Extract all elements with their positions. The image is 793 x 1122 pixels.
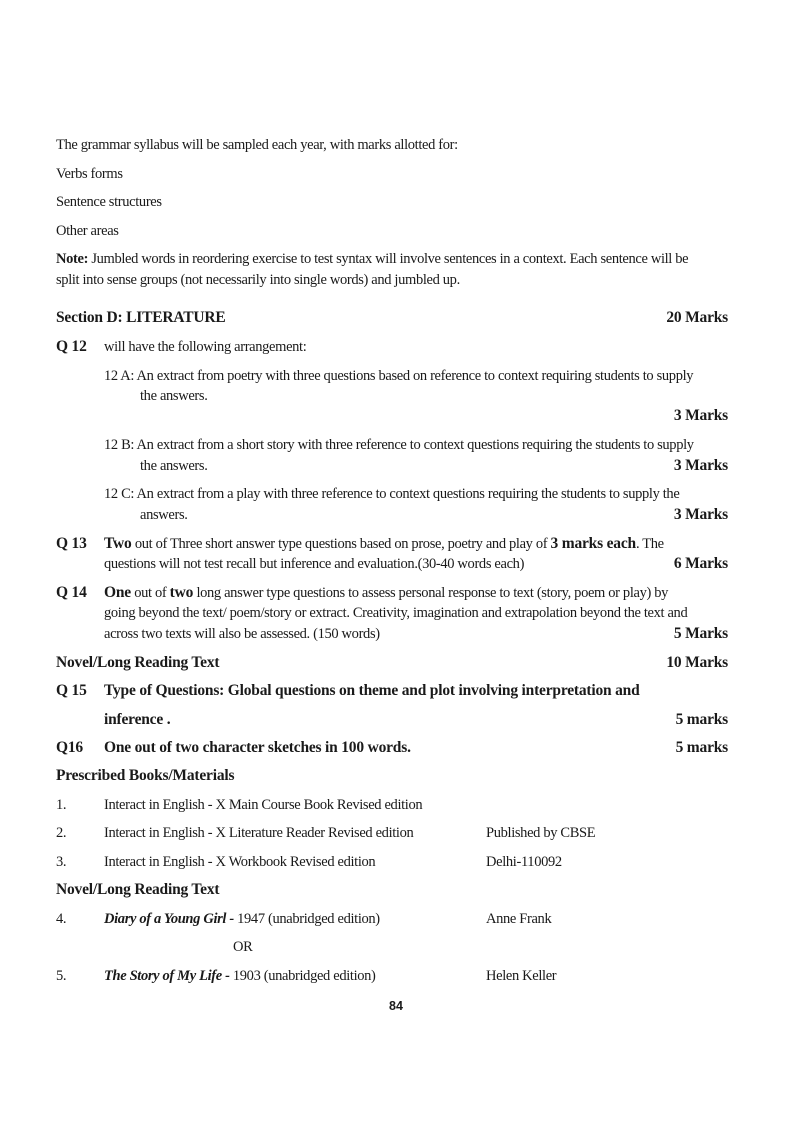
grammar-item: Sentence structures <box>56 194 162 210</box>
grammar-intro: The grammar syllabus will be sampled each year, with marks allotted for: <box>56 137 458 153</box>
q15-marks: 5 marks <box>675 711 728 728</box>
q15-number: Q 15 <box>56 682 87 699</box>
or-separator: OR <box>233 939 253 955</box>
q13-bold: Two <box>104 535 132 552</box>
novels-title: Novel/Long Reading Text <box>56 881 220 898</box>
q12-text: will have the following arrangement: <box>104 339 307 355</box>
q12-number: Q 12 <box>56 338 87 355</box>
q13-marks: 6 Marks <box>673 555 728 572</box>
q13-number: Q 13 <box>56 535 87 552</box>
q14-line: going beyond the text/ poem/story or extract. Creativity, imagination and extrapolation beyond the text and <box>104 605 688 621</box>
q12b-line: the answers. <box>140 458 208 474</box>
novel-title: Novel/Long Reading Text <box>56 654 220 671</box>
book-number: 3. <box>56 854 67 870</box>
book-publisher: Published by CBSE <box>486 825 596 841</box>
q12a-marks: 3 Marks <box>673 407 728 424</box>
q12c-line: 12 C: An extract from a play with three reference to context questions requiring the students to supply the <box>104 486 680 502</box>
books-title: Prescribed Books/Materials <box>56 767 235 784</box>
section-d-marks: 20 Marks <box>666 309 728 326</box>
q14-bold: One <box>104 584 131 601</box>
q12b-line: 12 B: An extract from a short story with three reference to context questions requiring the students to supply <box>104 437 694 453</box>
book-title: Interact in English - X Main Course Book Revised edition <box>104 797 423 813</box>
page-number: 84 <box>389 999 403 1013</box>
novel-entry <box>104 966 376 986</box>
grammar-item: Verbs forms <box>56 166 123 182</box>
q15-line: Type of Questions: Global questions on theme and plot involving interpretation and <box>104 682 640 699</box>
q14-number: Q 14 <box>56 584 87 601</box>
novel-number: 4. <box>56 911 67 927</box>
note-text: Jumbled words in reordering exercise to test syntax will involve sentences in a context. Each sentence will be <box>88 251 689 267</box>
book-number: 2. <box>56 825 67 841</box>
q14-line <box>104 583 668 603</box>
novel-entry <box>104 909 380 929</box>
novel-detail: 1903 (unabridged edition) <box>232 968 376 984</box>
novel-marks: 10 Marks <box>666 654 728 671</box>
novel-number: 5. <box>56 968 67 984</box>
novel-detail: 1947 (unabridged edition) <box>237 911 380 927</box>
book-address: Delhi-110092 <box>486 854 562 870</box>
q12b-marks: 3 Marks <box>673 457 728 474</box>
q14-text: long answer type questions to assess personal response to text (story, poem or play) by <box>193 585 669 601</box>
q12c-line: answers. <box>140 507 188 523</box>
q13-line: questions will not test recall but inference and evaluation.(30-40 words each) <box>104 556 525 572</box>
q13-text: . The <box>635 536 664 552</box>
q14-line: across two texts will also be assessed. (150 words) <box>104 626 380 642</box>
q12c-marks: 3 Marks <box>673 506 728 523</box>
section-d-title: Section D: LITERATURE <box>56 309 226 326</box>
novel-title-text: Diary of a Young Girl - <box>104 911 238 927</box>
novel-title-text: The Story of My Life - <box>104 968 233 984</box>
q12a-line: the answers. <box>140 388 208 404</box>
q16-number: Q16 <box>56 739 83 756</box>
q13-bold: 3 marks each <box>550 535 636 552</box>
grammar-item: Other areas <box>56 223 119 239</box>
q13-line <box>104 534 664 554</box>
q14-bold: two <box>169 584 194 601</box>
book-title: Interact in English - X Literature Reader Revised edition <box>104 825 414 841</box>
note-label: Note: <box>56 251 89 267</box>
novel-author: Helen Keller <box>486 968 557 984</box>
q12a-line: 12 A: An extract from poetry with three questions based on reference to context requiring students to supply <box>104 368 694 384</box>
grammar-note <box>56 249 688 269</box>
book-title: Interact in English - X Workbook Revised edition <box>104 854 376 870</box>
grammar-note-cont: split into sense groups (not necessarily into single words) and jumbled up. <box>56 272 460 288</box>
q16-marks: 5 marks <box>675 739 728 756</box>
book-number: 1. <box>56 797 67 813</box>
q14-text: out of <box>130 585 170 601</box>
q14-marks: 5 Marks <box>673 625 728 642</box>
q13-text: out of Three short answer type questions based on prose, poetry and play of <box>131 536 551 552</box>
q15-line: inference . <box>104 711 171 728</box>
novel-author: Anne Frank <box>486 911 552 927</box>
q16-text: One out of two character sketches in 100 words. <box>104 739 411 756</box>
